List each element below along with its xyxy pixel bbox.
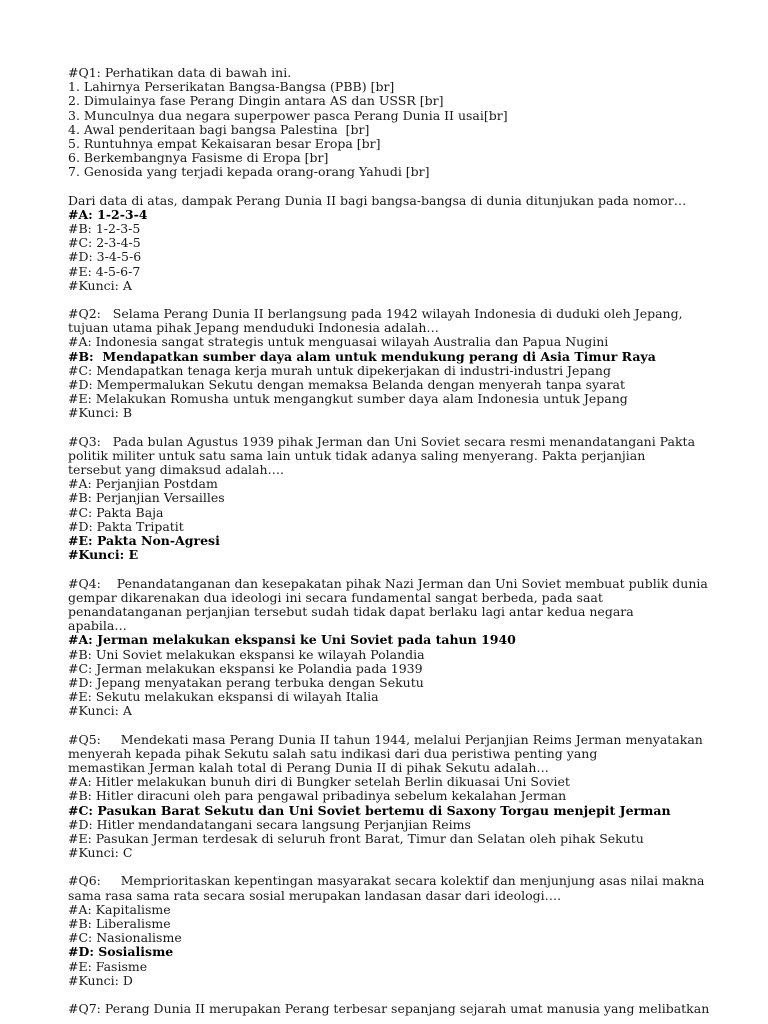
q4-question-line: #Q4: Penandatanganan dan kesepakatan pihak Nazi Jerman dan Uni Soviet membuat publik dunia (68, 575, 708, 591)
q4-question-line: penandatanganan perjanjian tersebut sudah tidak dapat berlaku lagi antar kedua negara (68, 603, 634, 619)
question-6 (68, 874, 708, 988)
q5-option-d: #D: Hitler mendandatangani secara langsung Perjanjian Reims (68, 816, 471, 832)
spacer (68, 988, 708, 1002)
q3-answer-key: #Kunci: E (68, 547, 139, 563)
q1-item: 5. Runtuhnya empat Kekaisaran besar Eropa [br] (68, 136, 381, 152)
q3-question-line: tersebut yang dimaksud adalah…. (68, 462, 284, 478)
q6-answer-key: #Kunci: D (68, 972, 133, 988)
q1-option-e: #E: 4-5-6-7 (68, 263, 141, 279)
question-5 (68, 733, 708, 861)
spacer (68, 421, 708, 435)
q2-option-d: #D: Mempermalukan Sekutu dengan memaksa Belanda dengan menyerah tanpa syarat (68, 377, 626, 393)
q7-question-line: #Q7: Perang Dunia II merupakan Perang terbesar sepanjang sejarah umat manusia yang melibatkan (68, 1000, 710, 1016)
q2-option-e: #E: Melakukan Romusha untuk mengangkut sumber daya alam Indonesia untuk Jepang (68, 391, 628, 407)
question-3 (68, 435, 708, 563)
q1-option-c: #C: 2-3-4-5 (68, 235, 141, 251)
q1-item: 7. Genosida yang terjadi kepada orang-orang Yahudi [br] (68, 164, 430, 180)
q2-option-b: #B: Mendapatkan sumber daya alam untuk mendukung perang di Asia Timur Raya (68, 348, 656, 364)
spacer (68, 293, 708, 307)
q2-option-a: #A: Indonesia sangat strategis untuk menguasai wilayah Australia dan Papua Nugini (68, 334, 609, 350)
q6-question-line: #Q6: Memprioritaskan kepentingan masyarakat secara kolektif dan menjunjung asas nilai makna (68, 873, 705, 889)
q5-question-line: menyerah kepada pihak Sekutu salah satu indikasi dari dua peristiwa penting yang (68, 745, 598, 761)
q3-option-c: #C: Pakta Baja (68, 504, 164, 520)
q3-option-e: #E: Pakta Non-Agresi (68, 533, 220, 549)
q4-option-c: #C: Jerman melakukan ekspansi ke Polandia pada 1939 (68, 660, 423, 676)
q5-option-c: #C: Pasukan Barat Sekutu dan Uni Soviet bertemu di Saxony Torgau menjepit Jerman (68, 802, 671, 818)
q4-option-b: #B: Uni Soviet melakukan ekspansi ke wilayah Polandia (68, 646, 425, 662)
q1-option-a: #A: 1-2-3-4 (68, 206, 148, 222)
q5-answer-key: #Kunci: C (68, 845, 133, 861)
q1-answer-key: #Kunci: A (68, 277, 132, 293)
spacer (68, 719, 708, 733)
q6-option-a: #A: Kapitalisme (68, 901, 171, 917)
q5-option-a: #A: Hitler melakukan bunuh diri di Bungker setelah Berlin dikuasai Uni Soviet (68, 774, 570, 790)
q1-item: 2. Dimulainya fase Perang Dingin antara AS dan USSR [br] (68, 93, 444, 109)
q3-option-a: #A: Perjanjian Postdam (68, 476, 218, 492)
q4-question-line: gempar dikarenakan dua ideologi ini secara fundamental sangat berbeda, pada saat (68, 589, 603, 605)
q6-option-e: #E: Fasisme (68, 958, 148, 974)
q2-option-c: #C: Mendapatkan tenaga kerja murah untuk dipekerjakan di industri-industri Jepang (68, 362, 611, 378)
spacer (68, 180, 708, 194)
q1-option-d: #D: 3-4-5-6 (68, 249, 142, 265)
q3-option-d: #D: Pakta Tripatit (68, 518, 184, 534)
q6-question-line: sama rasa sama rata secara sosial merupakan landasan dasar dari ideologi…. (68, 887, 562, 903)
q1-question: Dari data di atas, dampak Perang Dunia II bagi bangsa-bangsa di dunia ditunjukan pada nomor… (68, 192, 687, 208)
question-1 (68, 66, 708, 293)
q1-item: 6. Berkembangnya Fasisme di Eropa [br] (68, 150, 329, 166)
q4-question-line: apabila… (68, 618, 127, 634)
q1-header: #Q1: Perhatikan data di bawah ini. (68, 65, 292, 80)
question-4 (68, 577, 708, 719)
q4-option-d: #D: Jepang menyatakan perang terbuka dengan Sekutu (68, 674, 424, 690)
q1-item: 1. Lahirnya Perserikatan Bangsa-Bangsa (PBB) [br] (68, 79, 395, 95)
q3-option-b: #B: Perjanjian Versailles (68, 490, 225, 506)
q1-item: 4. Awal penderitaan bagi bangsa Palestina [br] (68, 121, 370, 137)
q2-question-line: #Q2: Selama Perang Dunia II berlangsung pada 1942 wilayah Indonesia di duduki oleh Jepang, (68, 306, 683, 322)
question-2 (68, 307, 708, 421)
q5-question-line: #Q5: Mendekati masa Perang Dunia II tahun 1944, melalui Perjanjian Reims Jerman menyatakan (68, 731, 703, 747)
q5-question-line: memastikan Jerman kalah total di Perang Dunia II di pihak Sekutu adalah… (68, 759, 549, 775)
q4-answer-key: #Kunci: A (68, 703, 132, 719)
q4-option-a: #A: Jerman melakukan ekspansi ke Uni Soviet pada tahun 1940 (68, 632, 516, 648)
spacer (68, 563, 708, 577)
q6-option-c: #C: Nasionalisme (68, 930, 182, 946)
question-7 (68, 1002, 708, 1016)
q2-question-line: tujuan utama pihak Jepang menduduki Indonesia adalah… (68, 320, 439, 336)
q4-option-e: #E: Sekutu melakukan ekspansi di wilayah Italia (68, 689, 379, 705)
q5-option-e: #E: Pasukan Jerman terdesak di seluruh front Barat, Timur dan Selatan oleh pihak Sekutu (68, 830, 644, 846)
spacer (68, 860, 708, 874)
q3-question-line: #Q3: Pada bulan Agustus 1939 pihak Jerman dan Uni Soviet secara resmi menandatangani Pakta (68, 433, 696, 449)
q1-item: 3. Munculnya dua negara superpower pasca Perang Dunia II usai[br] (68, 107, 508, 123)
document-page (68, 66, 708, 1016)
q2-answer-key: #Kunci: B (68, 405, 133, 421)
q1-option-b: #B: 1-2-3-5 (68, 221, 141, 237)
q6-option-b: #B: Liberalisme (68, 915, 171, 931)
q3-question-line: politik militer untuk satu sama lain untuk tidak adanya saling menyerang. Pakta perjanjian (68, 447, 646, 463)
q5-option-b: #B: Hitler diracuni oleh para pengawal pribadinya sebelum kekalahan Jerman (68, 788, 567, 804)
q6-option-d: #D: Sosialisme (68, 944, 174, 960)
